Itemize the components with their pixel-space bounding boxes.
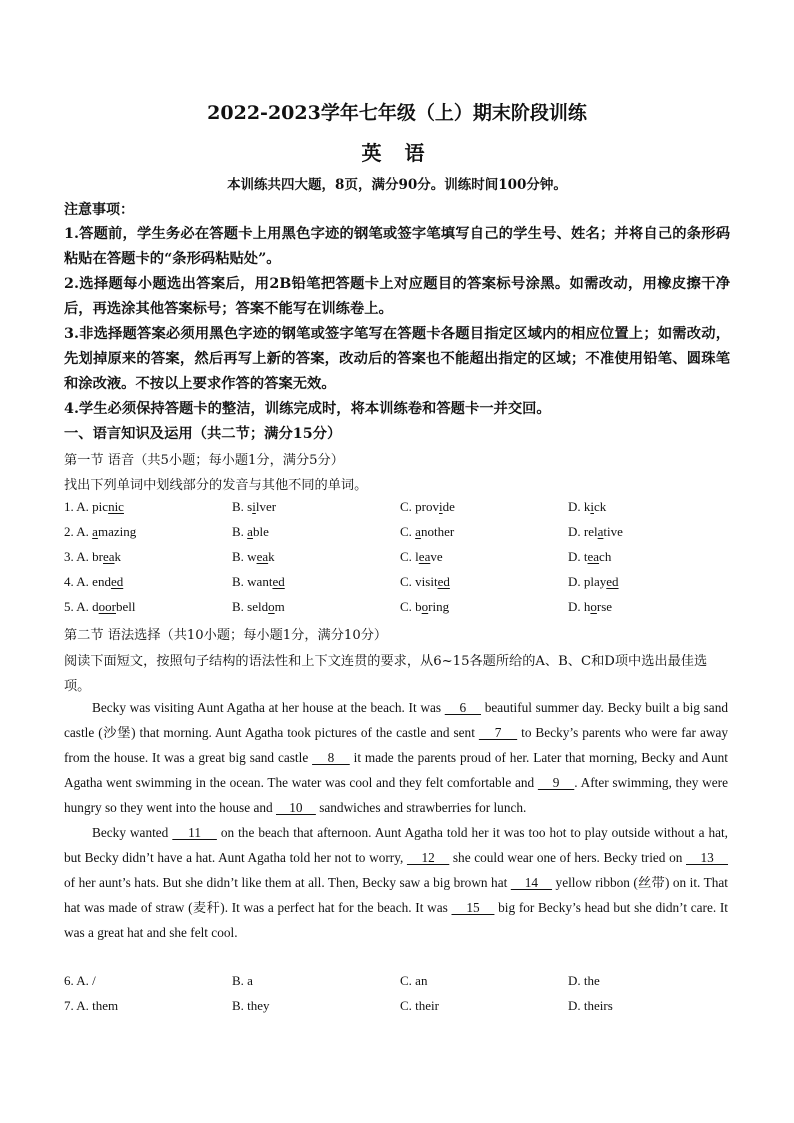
answer-blank: 11 (172, 825, 217, 840)
underlined-letters: i (590, 499, 595, 514)
exam-info: 本训练共四大题，8页，满分90分。训练时间100分钟。 (227, 177, 567, 193)
underlined-letters: ea (256, 549, 269, 564)
grammar-option: C. an (400, 973, 428, 988)
underlined-letters: ed (272, 574, 285, 589)
passage-paragraph: Becky was visiting Aunt Agatha at her house at the beach. It was 6 beautiful summer day. Becky built a big sand castle (沙堡) that morning. Aunt Agatha took pictures of the castle and sent 7 to Becky’s parents who were far away from the house. It was a great big sand castle 8 it made the parents proud of her. Later that morning, Becky and Aunt Agatha went swimming in the ocean. The water was cool and they felt comfortable and 9 . After swimming, they were hungry so they went into the house and 10 sandwiches and strawberries for lunch. (64, 700, 729, 815)
phonics-option: B. wanted (232, 574, 285, 589)
grammar-option: D. theirs (568, 998, 613, 1013)
phonics-option: 2. A. amazing (64, 524, 137, 539)
notice-item: 3.非选择题答案必须用黑色字迹的钢笔或签字笔写在答题卡各题目指定区域内的相应位置上；如需改动，先划掉原来的答案，然后再写上新的答案，改动后的答案也不能超出指定的区域；不准使用铅笔、圆珠笔和涂改液。不按以上要求作答的答案无效。 (64, 326, 730, 392)
underlined-letters: a (92, 524, 98, 539)
phonics-question-row (64, 524, 744, 546)
answer-blank: 7 (478, 725, 518, 740)
section2-instruction: 阅读下面短文，按照句子结构的语法性和上下文连贯的要求，从6~15各题所给的A、B、C和D项中选出最佳选项。 (64, 654, 708, 694)
phonics-option: 3. A. break (64, 549, 122, 564)
answer-blank: 10 (275, 800, 316, 815)
underlined-letters: i (252, 499, 256, 514)
grammar-option: B. a (232, 973, 253, 988)
grammar-option: D. the (568, 973, 600, 988)
section1-heading: 第一节 语音（共5小题；每小题1分，满分5分） (64, 453, 344, 468)
answer-blank: 14 (510, 875, 553, 890)
answer-blank: 9 (537, 775, 575, 790)
underlined-letters: o (421, 599, 429, 614)
notice-heading: 注意事项： (64, 202, 134, 218)
grammar-option-row (64, 998, 744, 1020)
underlined-letters: i (439, 499, 443, 514)
section1-instruction: 找出下列单词中划线部分的发音与其他不同的单词。 (64, 478, 368, 493)
phonics-option: C. visited (400, 574, 450, 589)
exam-title: 2022-2023学年七年级（上）期末阶段训练 (207, 102, 587, 124)
phonics-question-row (64, 599, 744, 621)
phonics-option: B. weak (232, 549, 275, 564)
phonics-question-row (64, 574, 744, 596)
phonics-option: D. played (568, 574, 619, 589)
answer-blank: 6 (444, 700, 482, 715)
notice-list (64, 222, 730, 422)
phonics-option: C. leave (400, 549, 443, 564)
phonics-option: C. provide (400, 499, 455, 514)
underlined-letters: ea (418, 549, 431, 564)
underlined-letters: ed (606, 574, 619, 589)
part1-heading: 一、语言知识及运用（共二节；满分15分） (64, 426, 342, 442)
phonics-option: D. teach (568, 549, 612, 564)
grammar-option: 7. A. them (64, 998, 119, 1013)
underlined-letters: ea (103, 549, 115, 564)
grammar-option: C. their (400, 998, 439, 1013)
phonics-option: B. able (232, 524, 269, 539)
answer-blank: 13 (686, 850, 729, 865)
phonics-option: C. another (400, 524, 455, 539)
answer-blank: 12 (406, 850, 450, 865)
underlined-letters: ea (587, 549, 600, 564)
underlined-letters: o (590, 599, 597, 614)
grammar-option: B. they (232, 998, 270, 1013)
reading-passage (64, 695, 728, 945)
underlined-letters: ed (437, 574, 450, 589)
phonics-option: D. relative (568, 524, 623, 539)
subject-title: 英 语 (361, 141, 433, 165)
underlined-letters: nic (108, 499, 124, 514)
phonics-option: B. seldom (232, 599, 285, 614)
phonics-option: 4. A. ended (64, 574, 124, 589)
answer-blank: 8 (312, 750, 350, 765)
phonics-option: 5. A. doorbell (64, 599, 136, 614)
notice-item: 2.选择题每小题选出答案后，用2B铅笔把答题卡上对应题目的答案标号涂黑。如需改动，用橡皮擦干净后，再选涂其他答案标号；答案不能写在训练卷上。 (64, 276, 730, 317)
underlined-letters: a (247, 524, 253, 539)
notice-item: 4.学生必须保持答题卡的整洁，训练完成时，将本训练卷和答题卡一并交回。 (64, 401, 551, 417)
underlined-letters: ed (110, 574, 124, 589)
phonics-option: 1. A. picnic (64, 499, 124, 514)
underlined-letters: a (415, 524, 421, 539)
phonics-option: D. kick (568, 499, 607, 514)
grammar-option: 6. A. / (64, 973, 96, 988)
grammar-option-row (64, 973, 744, 995)
underlined-letters: oor (98, 599, 117, 614)
notice-item: 1.答题前，学生务必在答题卡上用黑色字迹的钢笔或签字笔填写自己的学生号、姓名；并将自己的条形码粘贴在答题卡的“条形码粘贴处”。 (64, 226, 730, 267)
phonics-option: B. silver (232, 499, 277, 514)
section2-heading: 第二节 语法选择（共10小题；每小题1分，满分10分） (64, 628, 388, 643)
phonics-option: D. horse (568, 599, 613, 614)
phonics-question-row (64, 499, 744, 521)
phonics-option: C. boring (400, 599, 450, 614)
phonics-question-row (64, 549, 744, 571)
underlined-letters: o (268, 599, 275, 614)
underlined-letters: a (597, 524, 604, 539)
passage-paragraph: Becky wanted 11 on the beach that afternoon. Aunt Agatha told her it was too hot to play outside without a hat, but Becky didn’t have a hat. Aunt Agatha told her not to worry, 12 she could wear one of hers. Becky tried on 13 of her aunt’s hats. But she didn’t like them at all. Then, Becky saw a big brown hat 14 yellow ribbon (丝带) on it. That hat was made of straw (麦秆). It was a perfect hat for the beach. It was 15 big for Becky’s head but she didn’t care. It was a great hat and she felt cool. (64, 825, 729, 940)
answer-blank: 15 (451, 900, 495, 915)
